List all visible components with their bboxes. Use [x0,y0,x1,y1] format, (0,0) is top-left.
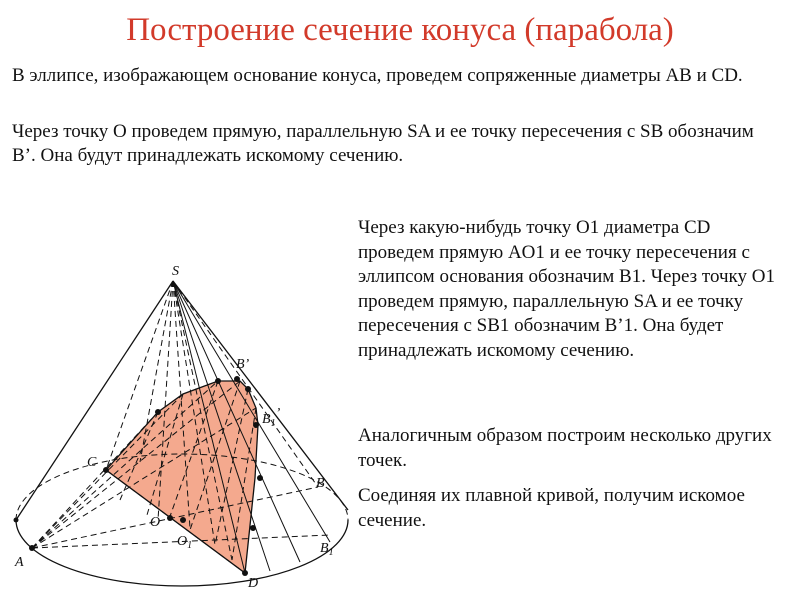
paragraph-conjugate-diameters: В эллипсе, изображающем основание конуса, проведем сопряженные диаметры AB и CD. [12,65,743,86]
paragraph-point-b-prime: Через точку O проведем прямую, параллельную SA и ее точку пересечения с SB обозначим B’. Она будут принадлежать искомому сечению. [12,121,754,166]
label-c: C [87,455,97,470]
page-title: Построение сечение конуса (парабола) [126,12,674,48]
paragraph-other-points: Аналогичным образом построим несколько других точек. [358,425,772,471]
base-ellipse-front [16,520,348,586]
label-d: D [248,576,259,591]
label-b1-prime: $B_1$’ [262,406,281,429]
label-o1: $O_1$ [177,534,193,551]
label-b1: $B_1$ [320,541,334,558]
label-b: B [316,476,325,491]
paragraph-smooth-curve: Соединяя их плавной кривой, получим искомое сечение. [358,485,745,531]
label-o: O [150,515,161,530]
label-a: A [15,555,24,570]
cone-section-diagram [0,250,360,600]
paragraph-point-b1-prime: Через какую-нибудь точку O1 диаметра CD проведем прямую AO1 и ее точку пересечения с эллипсом основания обозначим B1. Через точку O1 проведем прямую, параллельную SA и ее точку пересечения с SB1 обозначим B’1. Она будет принадлежать искомому сечению. [358,217,775,361]
label-b-prime: B’ [236,357,250,372]
label-s: S [172,264,179,279]
